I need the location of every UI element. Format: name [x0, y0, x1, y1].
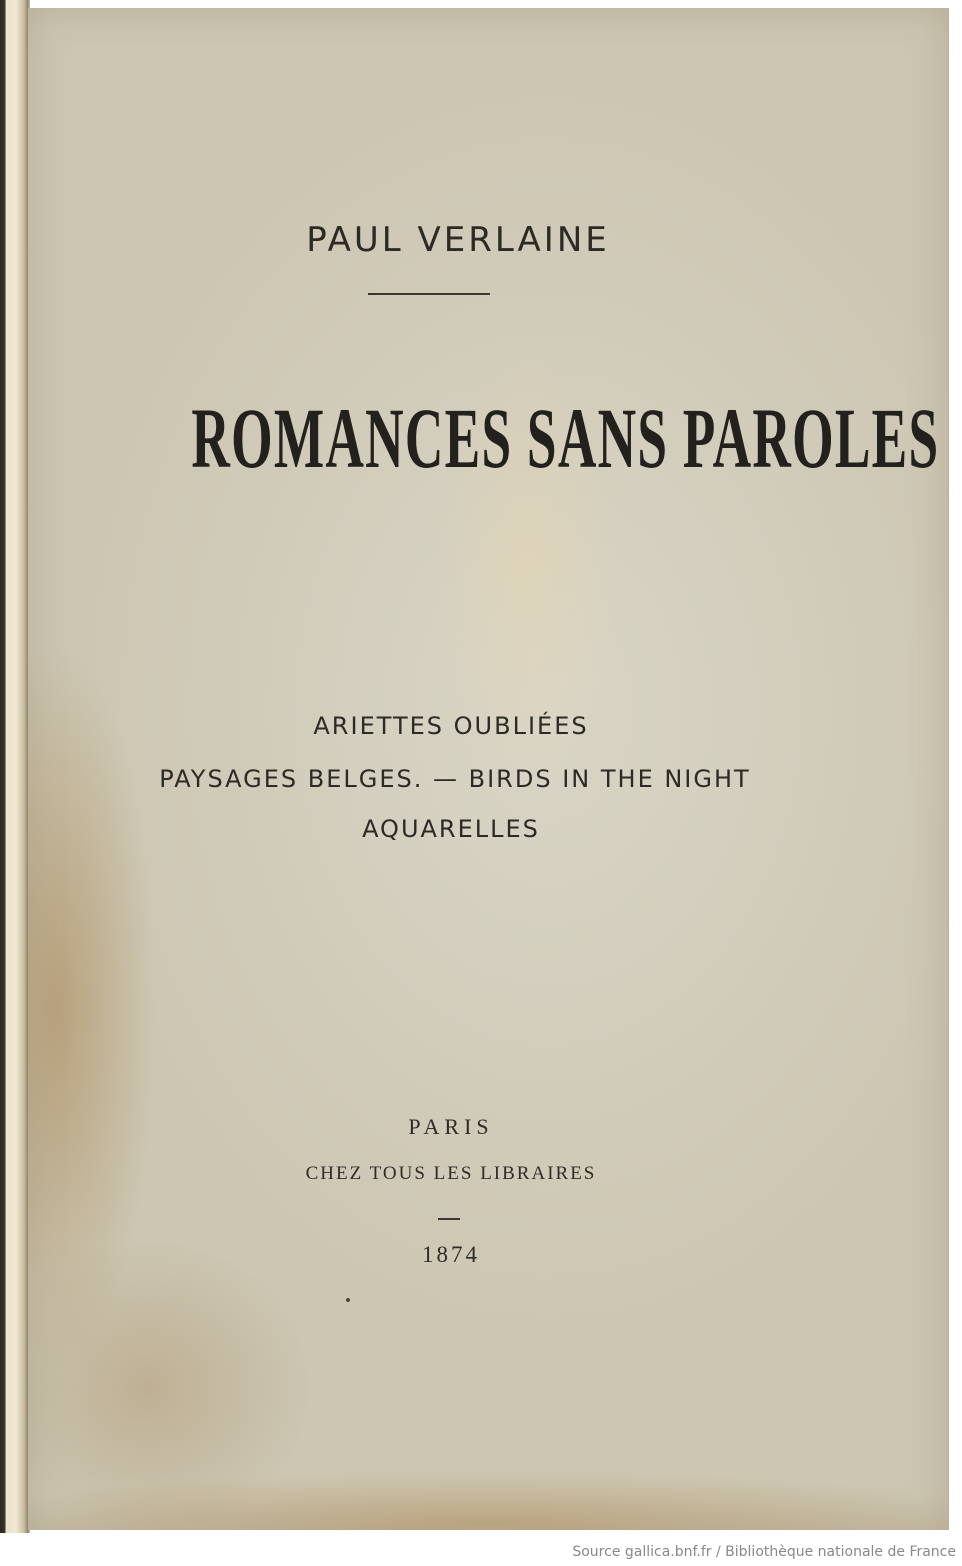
publication-year: 1874 [422, 1242, 480, 1267]
title-page [28, 8, 949, 1530]
book-title: ROMANCES SANS PAROLES [191, 390, 940, 486]
book-binding-edge [0, 0, 30, 1533]
section-title-2: PAYSAGES BELGES. — BIRDS IN THE NIGHT [159, 765, 751, 793]
section-title-3: AQUARELLES [362, 815, 540, 843]
source-footer [0, 1536, 962, 1566]
source-credit-text: Source gallica.bnf.fr / Bibliothèque nationale de France [572, 1544, 956, 1560]
section-title-1: ARIETTES OUBLIÉES [313, 712, 589, 740]
publisher-city: PARIS [408, 1114, 494, 1139]
small-divider-rule [438, 1218, 460, 1220]
author-name: PAUL VERLAINE [306, 220, 610, 260]
publisher-name: CHEZ TOUS LES LIBRAIRES [305, 1163, 597, 1184]
paper-speck [346, 1298, 350, 1302]
divider-rule [368, 293, 490, 295]
